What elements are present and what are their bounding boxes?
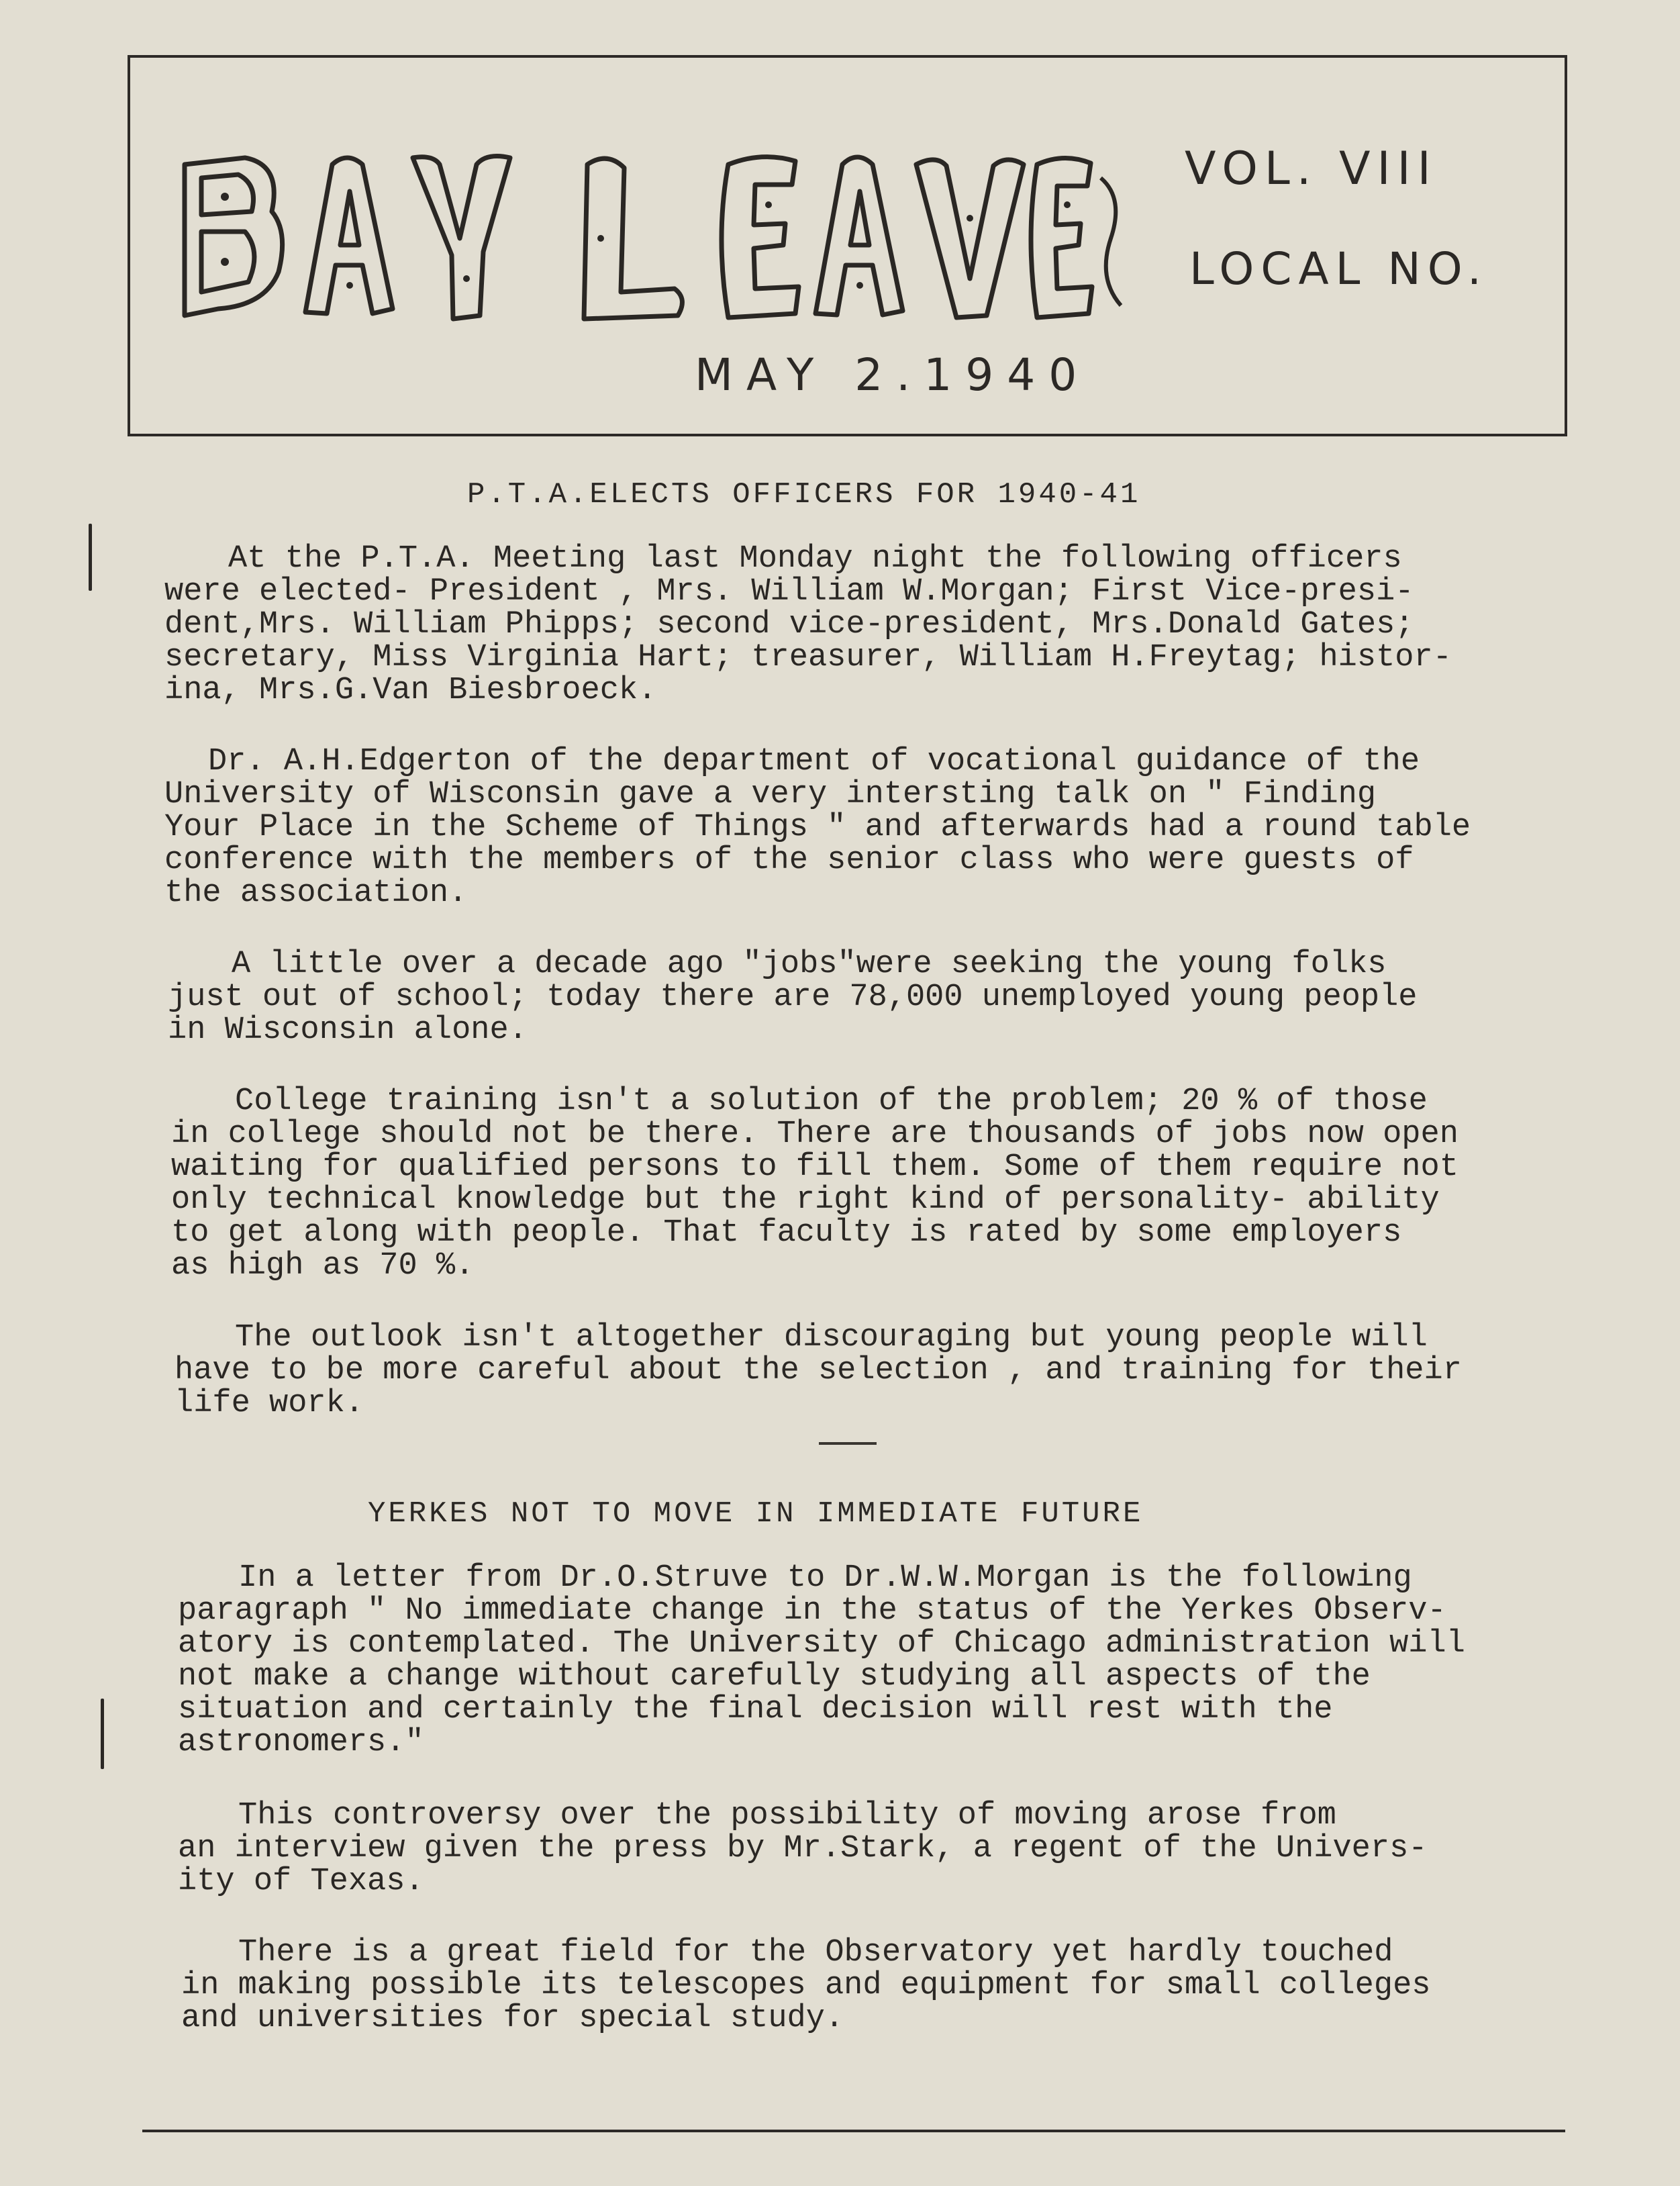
paragraph-line: an interview given the press by Mr.Stark, a regent of the Univers- bbox=[178, 1831, 1428, 1866]
masthead-divider bbox=[128, 434, 1567, 436]
paragraph-line: College training isn't a solution of the problem; 20 % of those bbox=[235, 1084, 1428, 1119]
article-paragraph bbox=[164, 542, 1554, 707]
paragraph-line: University of Wisconsin gave a very intersting talk on " Finding bbox=[164, 777, 1377, 812]
paragraph-line: A little over a decade ago "jobs"were seeking the young folks bbox=[232, 947, 1387, 982]
paragraph-line: ina, Mrs.G.Van Biesbroeck. bbox=[164, 673, 657, 708]
paragraph-line: in college should not be there. There are thousands of jobs now open bbox=[171, 1116, 1459, 1152]
volume-label: VOL. VIII bbox=[1185, 142, 1438, 195]
margin-binding-mark bbox=[89, 524, 92, 591]
local-number-label: LOCAL NO. bbox=[1189, 243, 1488, 295]
paragraph-line: At the P.T.A. Meeting last Monday night the following officers bbox=[228, 541, 1402, 577]
paragraph-line: dent,Mrs. William Phipps; second vice-president, Mrs.Donald Gates; bbox=[164, 607, 1414, 643]
paragraph-line: only technical knowledge but the right kind of personality- ability bbox=[171, 1182, 1440, 1218]
paragraph-line: atory is contemplated. The University of Chicago administration will bbox=[178, 1626, 1465, 1662]
paragraph-line: waiting for qualified persons to fill them. Some of them require not bbox=[171, 1149, 1459, 1185]
article-paragraph bbox=[178, 1562, 1567, 1759]
masthead-title-logo bbox=[171, 138, 1124, 339]
paragraph-line: in Wisconsin alone. bbox=[168, 1012, 528, 1048]
article-paragraph bbox=[168, 948, 1557, 1047]
article-divider bbox=[819, 1442, 877, 1445]
paragraph-line: situation and certainly the final decision will rest with the bbox=[178, 1692, 1333, 1727]
article-headline-pta: P.T.A.ELECTS OFFICERS FOR 1940-41 bbox=[467, 478, 1141, 512]
paragraph-line: to get along with people. That faculty is rated by some employers bbox=[171, 1215, 1402, 1251]
paragraph-line: the association. bbox=[164, 875, 468, 911]
paragraph-line: ity of Texas. bbox=[178, 1864, 424, 1899]
paragraph-line: have to be more careful about the selection , and training for their bbox=[175, 1353, 1462, 1388]
paragraph-line: In a letter from Dr.O.Struve to Dr.W.W.Morgan is the following bbox=[238, 1560, 1412, 1596]
paragraph-line: This controversy over the possibility of moving arose from bbox=[238, 1798, 1336, 1834]
paragraph-line: conference with the members of the senior class who were guests of bbox=[164, 843, 1414, 878]
article-headline-yerkes: YERKES NOT TO MOVE IN IMMEDIATE FUTURE bbox=[368, 1497, 1144, 1531]
margin-binding-mark bbox=[101, 1699, 104, 1769]
paragraph-line: Your Place in the Scheme of Things " and afterwards had a round table bbox=[164, 810, 1471, 845]
frame-left-rule bbox=[128, 55, 130, 436]
paragraph-line: Dr. A.H.Edgerton of the department of vocational guidance of the bbox=[208, 744, 1420, 779]
paragraph-line: and universities for special study. bbox=[181, 2001, 844, 2036]
issue-date: MAY 2.1940 bbox=[695, 349, 1091, 401]
article-paragraph bbox=[171, 1085, 1561, 1282]
article-paragraph bbox=[175, 1321, 1564, 1420]
article-paragraph bbox=[178, 1799, 1567, 1898]
bottom-rule bbox=[142, 2130, 1565, 2132]
paragraph-line: The outlook isn't altogether discouraging but young people will bbox=[235, 1320, 1428, 1356]
paragraph-line: secretary, Miss Virginia Hart; treasurer, William H.Freytag; histor- bbox=[164, 640, 1452, 675]
paragraph-line: as high as 70 %. bbox=[171, 1248, 475, 1284]
paragraph-line: in making possible its telescopes and equipment for small colleges bbox=[181, 1968, 1431, 2003]
paragraph-line: paragraph " No immediate change in the status of the Yerkes Observ- bbox=[178, 1593, 1446, 1629]
article-paragraph bbox=[181, 1936, 1571, 2035]
paragraph-line: just out of school; today there are 78,000 unemployed young people bbox=[168, 980, 1418, 1015]
paragraph-line: were elected- President , Mrs. William W.Morgan; First Vice-presi- bbox=[164, 574, 1414, 610]
paragraph-line: There is a great field for the Observatory yet hardly touched bbox=[238, 1935, 1393, 1970]
frame-right-rule bbox=[1565, 55, 1567, 436]
article-paragraph bbox=[164, 745, 1554, 910]
paragraph-line: life work. bbox=[175, 1386, 364, 1421]
frame-top-rule bbox=[128, 55, 1567, 58]
paragraph-line: not make a change without carefully studying all aspects of the bbox=[178, 1659, 1371, 1695]
paragraph-line: astronomers." bbox=[178, 1725, 424, 1760]
